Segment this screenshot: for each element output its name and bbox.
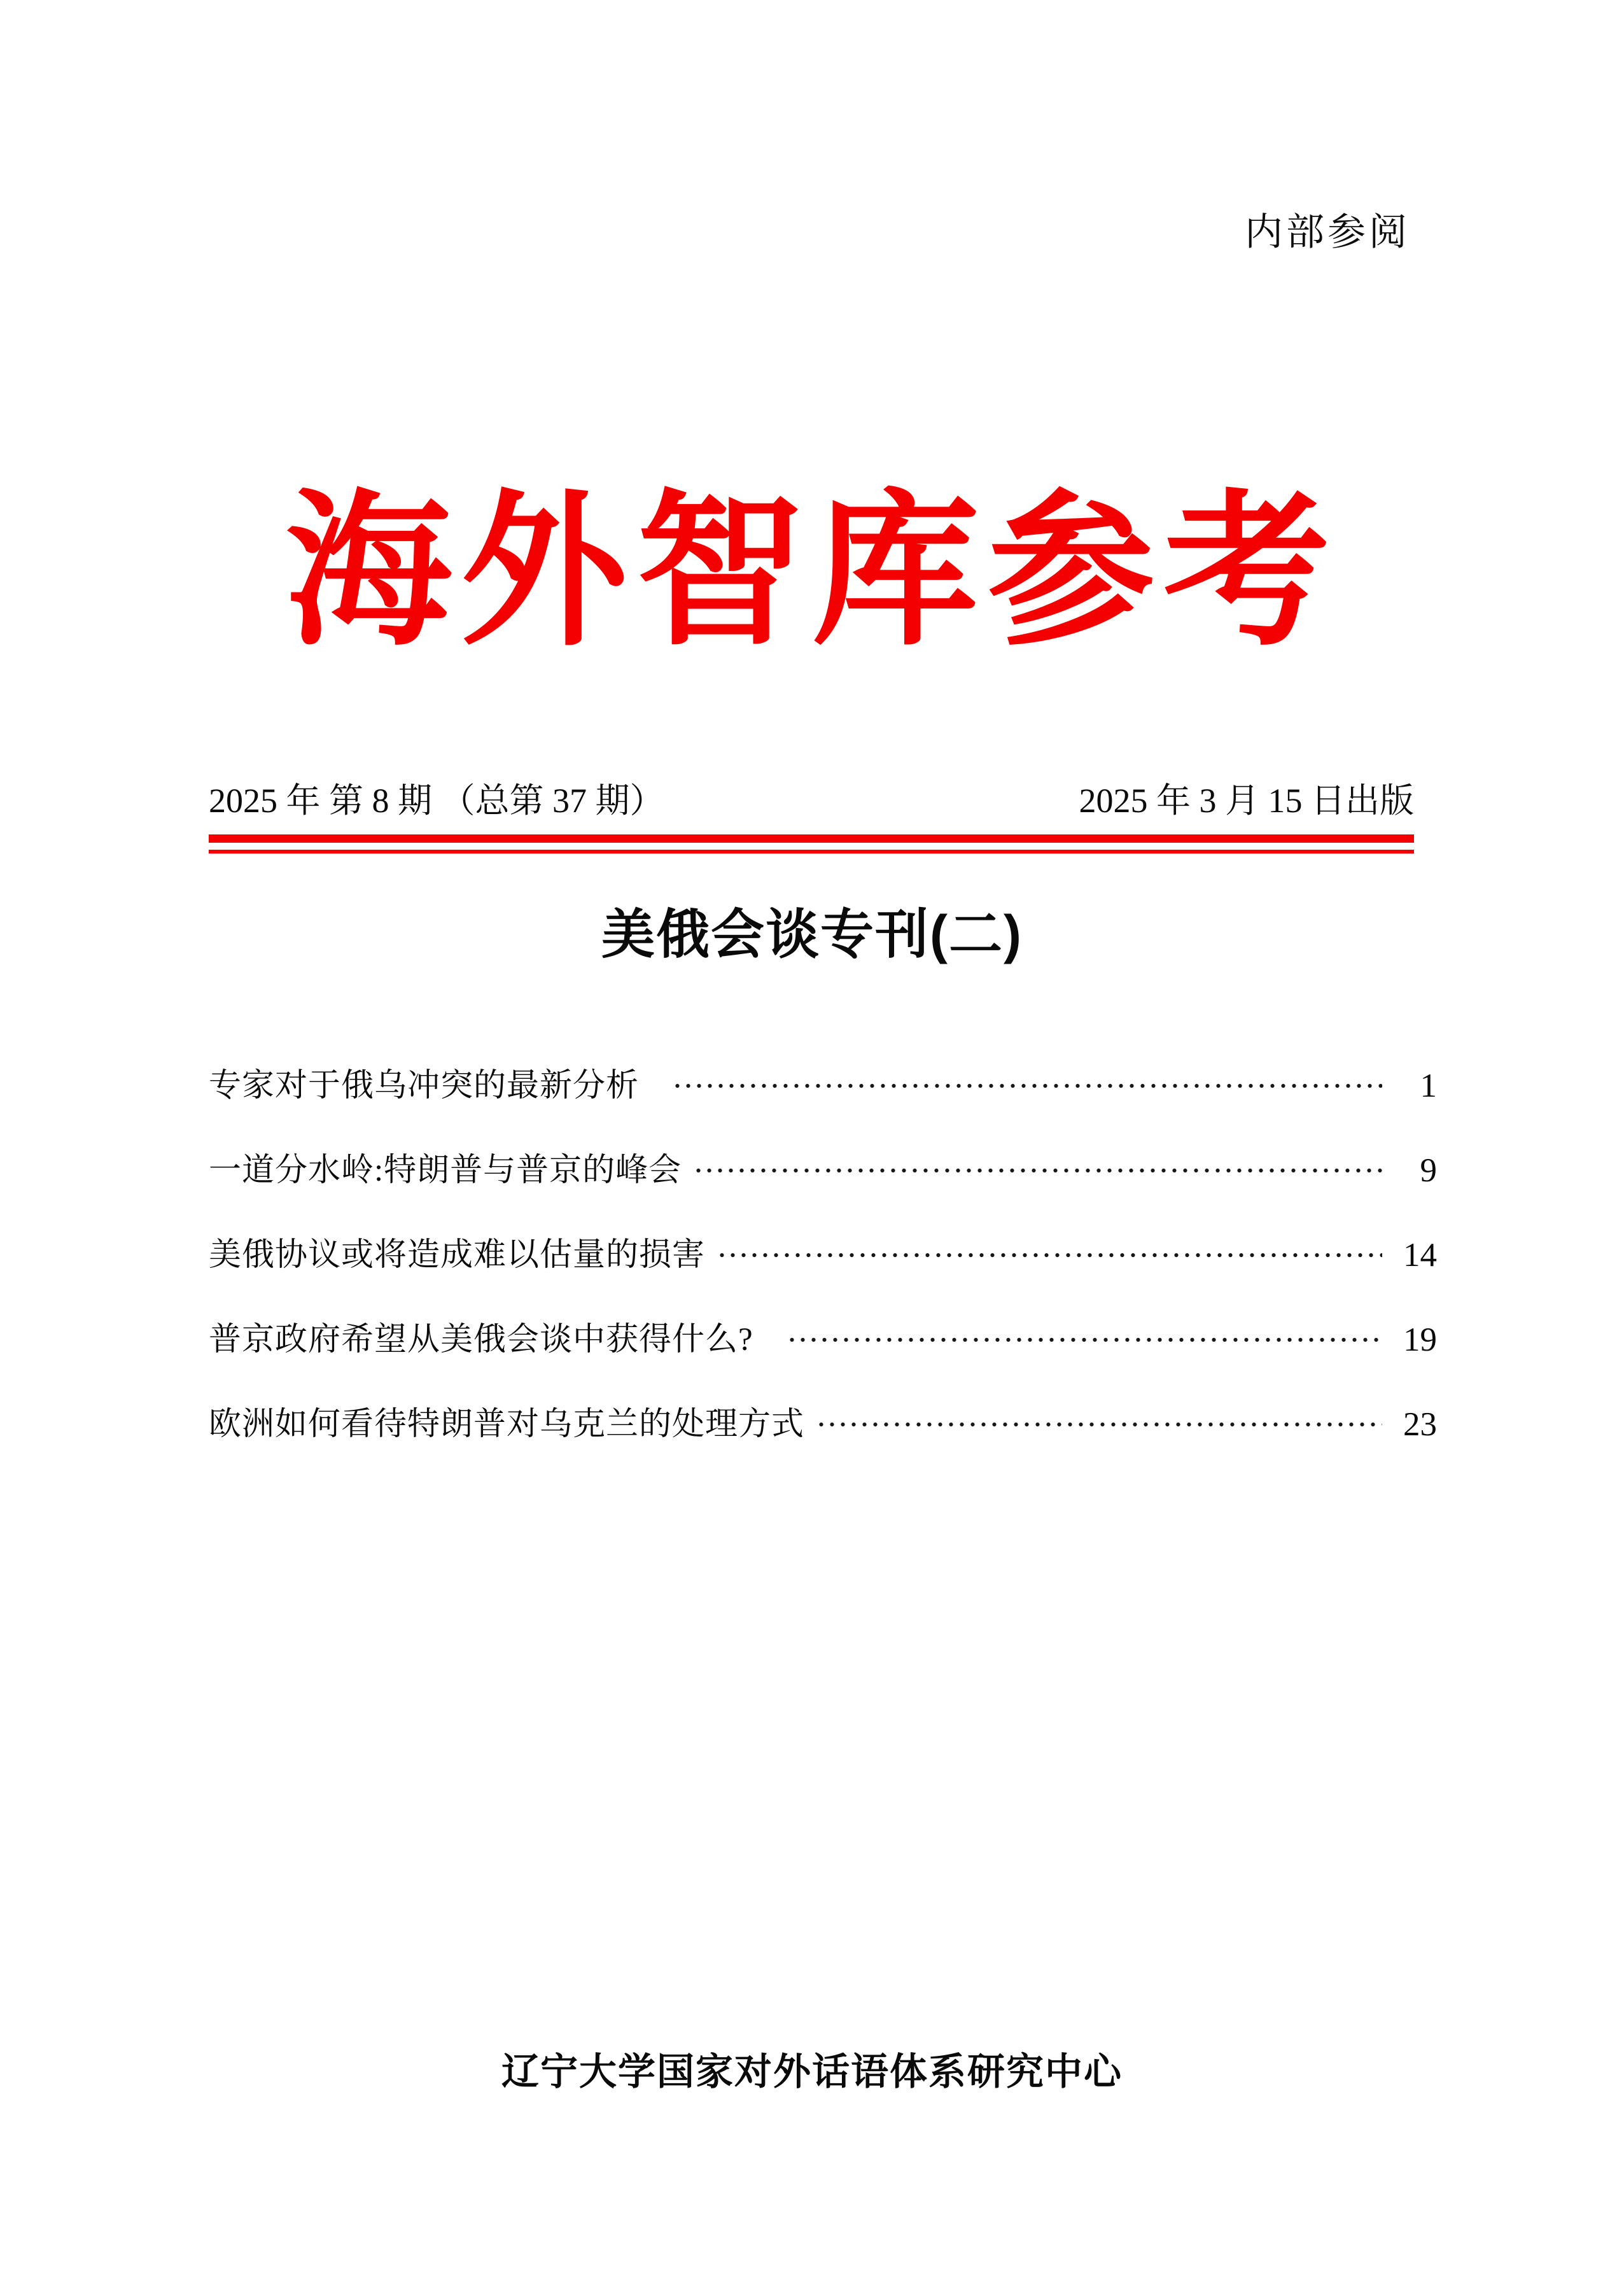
publication-date: 2025 年 3 月 15 日出版 [1079,782,1414,820]
publication-masthead-title: 海外智库参考 [285,481,1339,665]
toc-leader-dots [717,1253,1382,1258]
red-rule-thick [209,834,1414,843]
toc-entry [209,1322,1437,1358]
toc-page-number: 23 [1403,1405,1437,1443]
toc-page-number: 1 [1420,1067,1437,1104]
toc-page-number: 19 [1403,1321,1437,1358]
table-of-contents [209,1068,1437,1491]
toc-page-number: 14 [1403,1236,1437,1274]
toc-entry-title: 一道分水岭:特朗普与普京的峰会 [209,1152,682,1188]
special-issue-title: 美俄会谈专刊(二) [601,904,1023,964]
double-red-rule [209,834,1414,854]
publisher-name: 辽宁大学国家对外话语体系研究中心 [501,2051,1123,2093]
toc-leader-dots [787,1337,1382,1342]
classification-marking: 内部参阅 [1245,211,1410,253]
toc-entry [209,1068,1437,1104]
toc-entry [209,1237,1437,1273]
toc-entry-title: 普京政府希望从美俄会谈中获得什么? [209,1321,753,1358]
toc-entry [209,1407,1437,1442]
toc-leader-dots [672,1083,1382,1088]
issue-info-line [209,780,1414,822]
toc-entry-title: 欧洲如何看待特朗普对乌克兰的处理方式 [209,1406,805,1442]
toc-entry [209,1153,1437,1188]
toc-entry-title: 专家对于俄乌冲突的最新分析 [209,1067,640,1104]
toc-leader-dots [816,1422,1382,1427]
toc-entry-title: 美俄协议或将造成难以估量的损害 [209,1237,706,1273]
red-rule-thin [209,850,1414,854]
toc-leader-dots [693,1168,1382,1173]
toc-page-number: 9 [1420,1151,1437,1189]
issue-number: 2025 年 第 8 期 （总第 37 期） [209,782,664,820]
